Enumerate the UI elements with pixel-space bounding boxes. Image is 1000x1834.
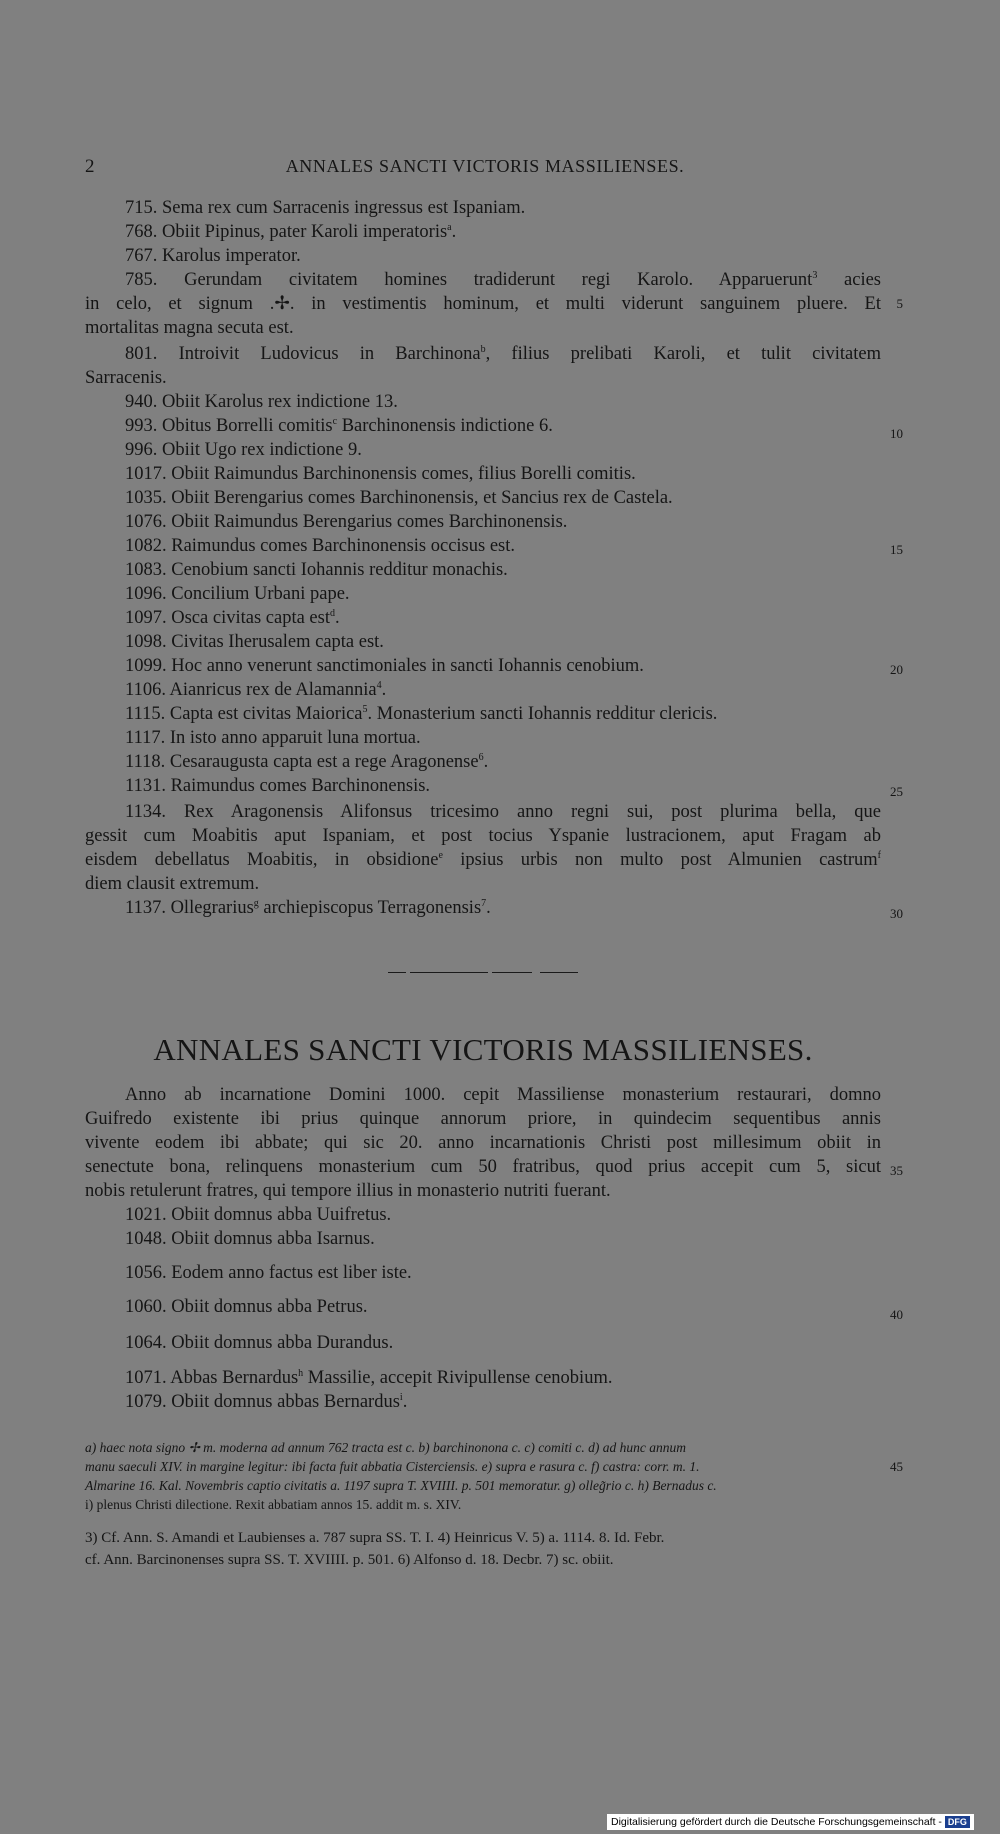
annal-entry: 996. Obiit Ugo rex indictione 9. [125, 440, 362, 460]
annal-entry-continuation: Sarracenis. [85, 368, 167, 388]
annal-entry: 1076. Obiit Raimundus Berengarius comes Barchinonensis. [125, 512, 568, 532]
digitization-credit [607, 1814, 974, 1830]
critical-note-line: manu saeculi XIV. in margine legitur: ibi facta fuit abbatia Cisterciensis. e) supra e rasura c. f) castra: corr. m. 1. [85, 1459, 700, 1474]
line-number: 40 [890, 1307, 903, 1322]
annal-entry: 1021. Obiit domnus abba Uuifretus. [125, 1205, 392, 1225]
intro-paragraph-line: nobis retulerunt fratres, qui tempore illius in monasterio nutriti fuerant. [85, 1181, 611, 1201]
annal-entry: 715. Sema rex cum Sarracenis ingressus est Ispaniam. [125, 198, 526, 218]
annal-entry: 1099. Hoc anno venerunt sanctimoniales in sancti Iohannis cenobium. [125, 656, 644, 676]
line-number: 20 [890, 662, 903, 677]
annal-entry: 1097. Osca civitas capta est$^d$. [125, 607, 340, 628]
line-number: 15 [890, 542, 903, 557]
footnote-line: cf. Ann. Barcinonenses supra SS. T. XVIIII. p. 501. 6) Alfonso d. 18. Decbr. 7) sc. obiit. [85, 1552, 614, 1568]
intro-paragraph-line: Anno ab incarnatione Domini 1000. cepit Massiliense monasterium restaurari, domno [125, 1085, 881, 1105]
footnote-line: 3) Cf. Ann. S. Amandi et Laubienses a. 787 supra SS. T. I. 4) Heinricus V. 5) a. 1114. 8. Id. Febr. [85, 1530, 665, 1546]
section-title: ANNALES SANCTI VICTORIS MASSILIENSES. [153, 1032, 813, 1067]
annal-entry: 940. Obiit Karolus rex indictione 13. [125, 392, 398, 412]
annal-entry: 1048. Obiit domnus abba Isarnus. [125, 1229, 375, 1249]
line-number: 45 [890, 1459, 903, 1474]
page-number: 2 [85, 156, 95, 177]
annal-entry: 1056. Eodem anno factus est liber iste. [125, 1263, 412, 1283]
annal-entry: 1017. Obiit Raimundus Barchinonensis comes, filius Borelli comitis. [125, 464, 636, 484]
annal-entry: 1134. Rex Aragonensis Alifonsus tricesimo anno regni sui, post plurima bella, que [125, 802, 881, 822]
annal-entry: 1131. Raimundus comes Barchinonensis. [125, 776, 431, 796]
line-number: 35 [890, 1163, 903, 1178]
annal-entry: 1060. Obiit domnus abba Petrus. [125, 1297, 368, 1317]
critical-note-line: i) plenus Christi dilectione. Rexit abbatiam annos 15. addit m. s. XIV. [85, 1497, 462, 1512]
running-head [85, 156, 885, 182]
annal-entry-continuation: diem clausit extremum. [85, 874, 260, 894]
annal-entry: 1071. Abbas Bernardus$^h$ Massilie, accepit Rivipullense cenobium. [125, 1367, 613, 1388]
line-number: 10 [890, 426, 903, 441]
annal-entry: 1064. Obiit domnus abba Durandus. [125, 1333, 394, 1353]
annal-entry: 1083. Cenobium sancti Iohannis redditur monachis. [125, 560, 508, 580]
annal-entry-continuation: gessit cum Moabitis aput Ispaniam, et post tocius Yspanie lustracionem, aput Fragam ab [85, 826, 881, 846]
annal-entry: 801. Introivit Ludovicus in Barchinona$^b$, filius prelibati Karoli, et tulit civitatem [125, 343, 881, 364]
annal-entry-continuation: in celo, et signum .✢. in vestimentis hominum, et multi viderunt sanguinem pluere. Et [85, 294, 881, 314]
annal-entry: 1118. Cesaraugusta capta est a rege Aragonense$^6$. [125, 751, 489, 772]
intro-paragraph-line: Guifredo existente ibi prius quinque annorum priore, in quindecim sequentibus annis [85, 1109, 881, 1129]
credit-text: Digitalisierung gefördert durch die Deutsche Forschungsgemeinschaft - [611, 1816, 942, 1828]
critical-note-line: a) haec nota signo ✢ m. moderna ad annum 762 tracta est c. b) barchinonona c. c) comiti c. d) ad hunc annum [85, 1440, 686, 1455]
dfg-logo: DFG [945, 1816, 970, 1828]
annal-entry-continuation: eisdem debellatus Moabitis, in obsidione$^e$ ipsius urbis non multo post Almunien castrum$^f$ [85, 849, 881, 870]
annal-entry: 1098. Civitas Iherusalem capta est. [125, 632, 384, 652]
annal-entry: 1117. In isto anno apparuit luna mortua. [125, 728, 421, 748]
line-number: 30 [890, 906, 903, 921]
line-number: 5 [896, 296, 903, 311]
annal-entry: 785. Gerundam civitatem homines tradiderunt regi Karolo. Apparuerunt$^3$ acies [125, 269, 881, 290]
running-title: ANNALES SANCTI VICTORIS MASSILIENSES. [285, 156, 685, 176]
annal-entry: 1115. Capta est civitas Maiorica$^5$. Monasterium sancti Iohannis redditur clericis. [125, 703, 718, 724]
annal-entry: 1082. Raimundus comes Barchinonensis occisus est. [125, 536, 515, 556]
critical-note-line: Almarine 16. Kal. Novembris captio civitatis a. 1197 supra T. XVIIII. p. 501 memoratur. g) olleg̃rio c. h) Bernadus c. [85, 1478, 717, 1493]
line-number: 25 [890, 784, 903, 799]
intro-paragraph-line: senectute bona, relinquens monasterium cum 50 fratribus, quod prius accepit cum 5, sicut [85, 1157, 881, 1177]
intro-paragraph-line: vivente eodem ibi abbate; qui sic 20. anno incarnationis Christi post millesimum obiit in [85, 1133, 881, 1153]
annal-entry: 1106. Aianricus rex de Alamannia$^4$. [125, 679, 387, 700]
annal-entry-continuation: mortalitas magna secuta est. [85, 318, 294, 338]
section-separator [388, 972, 578, 974]
annal-entry: 767. Karolus imperator. [125, 246, 301, 266]
annal-entry: 1096. Concilium Urbani pape. [125, 584, 350, 604]
annal-entry: 1035. Obiit Berengarius comes Barchinonensis, et Sancius rex de Castela. [125, 488, 673, 508]
annal-entry: 768. Obiit Pipinus, pater Karoli imperatoris$^a$. [125, 221, 457, 242]
annal-entry: 1137. Ollegrarius$^g$ archiepiscopus Terragonensis$^7$. [125, 897, 491, 918]
annal-entry: 1079. Obiit domnus abbas Bernardus$^i$. [125, 1391, 408, 1412]
annal-entry: 993. Obitus Borrelli comitis$^c$ Barchinonensis indictione 6. [125, 415, 553, 436]
